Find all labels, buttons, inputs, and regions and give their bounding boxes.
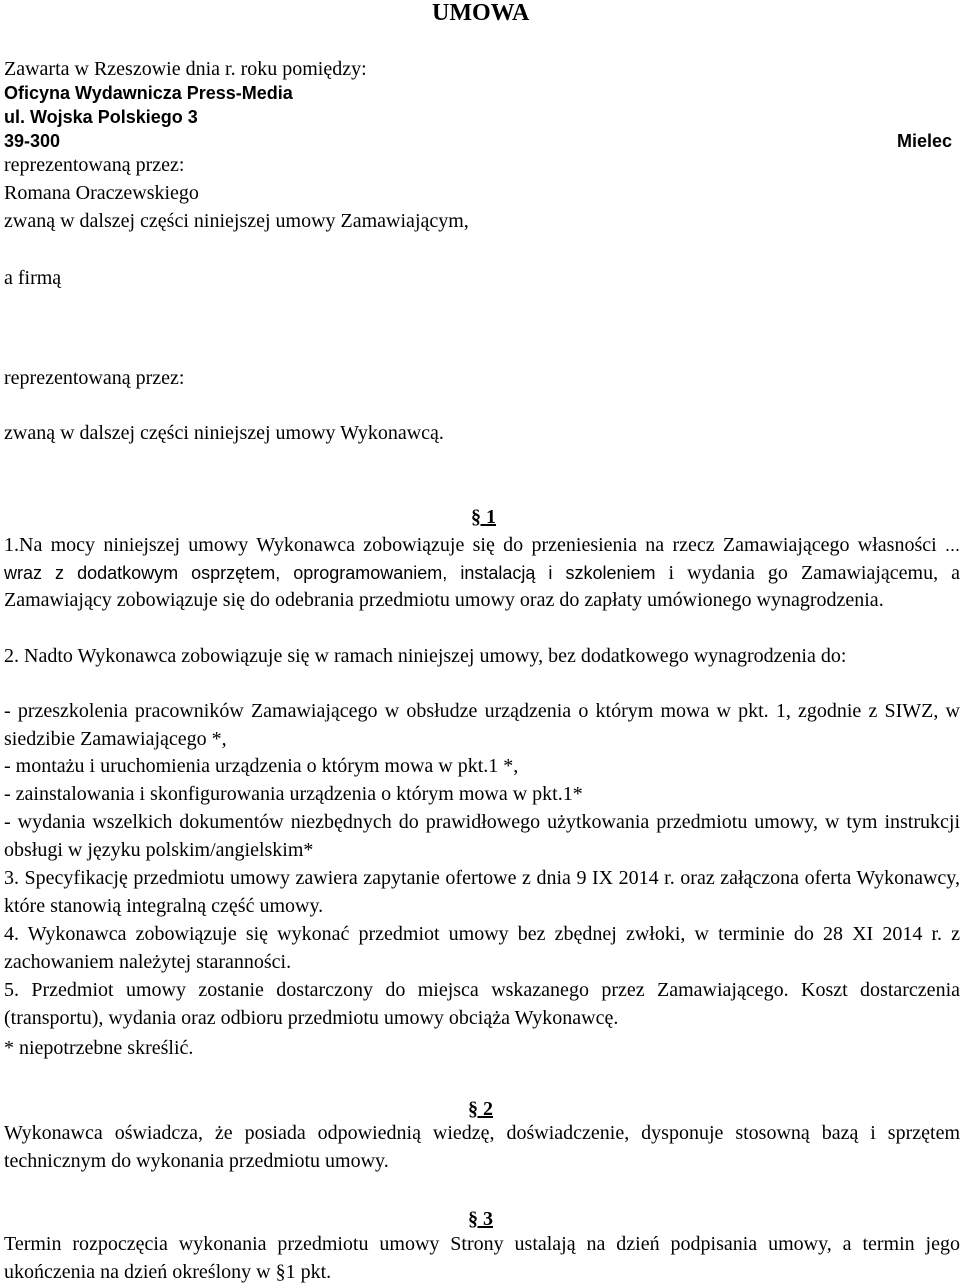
section-1-item-2: - montażu i uruchomienia urządzenia o którym mowa w pkt.1 *,	[4, 755, 519, 777]
party1-postcode: 39-300	[4, 131, 61, 151]
section-1-p1-text-c: i wydania go Zamawiającemu, a Zamawiający zobowiązuje się do odebrania przedmiotu umowy oraz do zapłaty umówionego wynagrodzenia.	[4, 561, 960, 611]
section-1-heading: § 1	[471, 506, 496, 528]
section-2-heading: § 2	[468, 1098, 493, 1120]
party1-represented-label: reprezentowaną przez:	[4, 154, 185, 176]
party1-city: Mielec	[896, 131, 952, 151]
section-2-text: Wykonawca oświadcza, że posiada odpowiednią wiedzę, doświadczenie, dysponuje stosowną bazą i sprzętem technicznym do wykonania przedmiotu umowy.	[4, 1122, 960, 1172]
section-1-paragraph-3: 3. Specyfikację przedmiotu umowy zawiera zapytanie ofertowe z dnia 9 IX 2014 r. oraz załączona oferta Wykonawcy, które stanowią integralną część umowy.	[4, 867, 960, 917]
intro-line: Zawarta w Rzeszowie dnia r. roku pomiędzy:	[4, 58, 367, 80]
party1-street: ul. Wojska Polskiego 3	[4, 107, 198, 127]
party1-address-row	[4, 129, 956, 153]
party1-representative: Romana Oraczewskiego	[4, 182, 199, 204]
party2-role: zwaną w dalszej części niniejszej umowy Wykonawcą.	[4, 422, 444, 444]
party1-name: Oficyna Wydawnicza Press-Media	[4, 83, 293, 103]
section-1-item-4: - wydania wszelkich dokumentów niezbędnych do prawidłowego użytkowania przedmiotu umowy, w tym instrukcji obsługi w języku polskim/angielskim*	[4, 811, 960, 861]
section-1-paragraph-2: 2. Nadto Wykonawca zobowiązuje się w ramach niniejszej umowy, bez dodatkowego wynagrodzenia do:	[4, 645, 847, 667]
footnote: * niepotrzebne skreślić.	[4, 1037, 194, 1059]
party1-role: zwaną w dalszej części niniejszej umowy Zamawiającym,	[4, 210, 469, 232]
section-1-paragraph-1	[4, 532, 960, 615]
section-1-paragraph-5: 5. Przedmiot umowy zostanie dostarczony do miejsca wskazanego przez Zamawiającego. Koszt dostarczenia (transportu), wydania oraz odbioru przedmiotu umowy obciąża Wykonawcę.	[4, 979, 960, 1029]
section-1-item-3: - zainstalowania i skonfigurowania urządzenia o którym mowa w pkt.1*	[4, 783, 583, 805]
section-3-text: Termin rozpoczęcia wykonania przedmiotu umowy Strony ustalają na dzień podpisania umowy, a termin jego ukończenia na dzień określony w §1 pkt.	[4, 1233, 960, 1283]
section-1-p1-text-a: 1.Na mocy niniejszej umowy Wykonawca zobowiązuje się do przeniesienia na rzecz Zamawiającego własności	[4, 534, 937, 556]
section-1-p1-text-b: ... wraz z dodatkowym osprzętem, oprogramowaniem, instalacją i szkoleniem	[4, 535, 960, 583]
party2-intro: a firmą	[4, 267, 62, 289]
section-1-item-1: - przeszkolenia pracowników Zamawiającego w obsłudze urządzenia o którym mowa w pkt. 1, zgodnie z SIWZ, w siedzibie Zamawiającego *,	[4, 700, 960, 750]
party2-represented-label: reprezentowaną przez:	[4, 367, 185, 389]
section-3-heading: § 3	[468, 1208, 493, 1230]
section-1-paragraph-4: 4. Wykonawca zobowiązuje się wykonać przedmiot umowy bez zbędnej zwłoki, w terminie do 28 XI 2014 r. z zachowaniem należytej staranności.	[4, 923, 960, 973]
document-title: UMOWA	[432, 0, 530, 26]
